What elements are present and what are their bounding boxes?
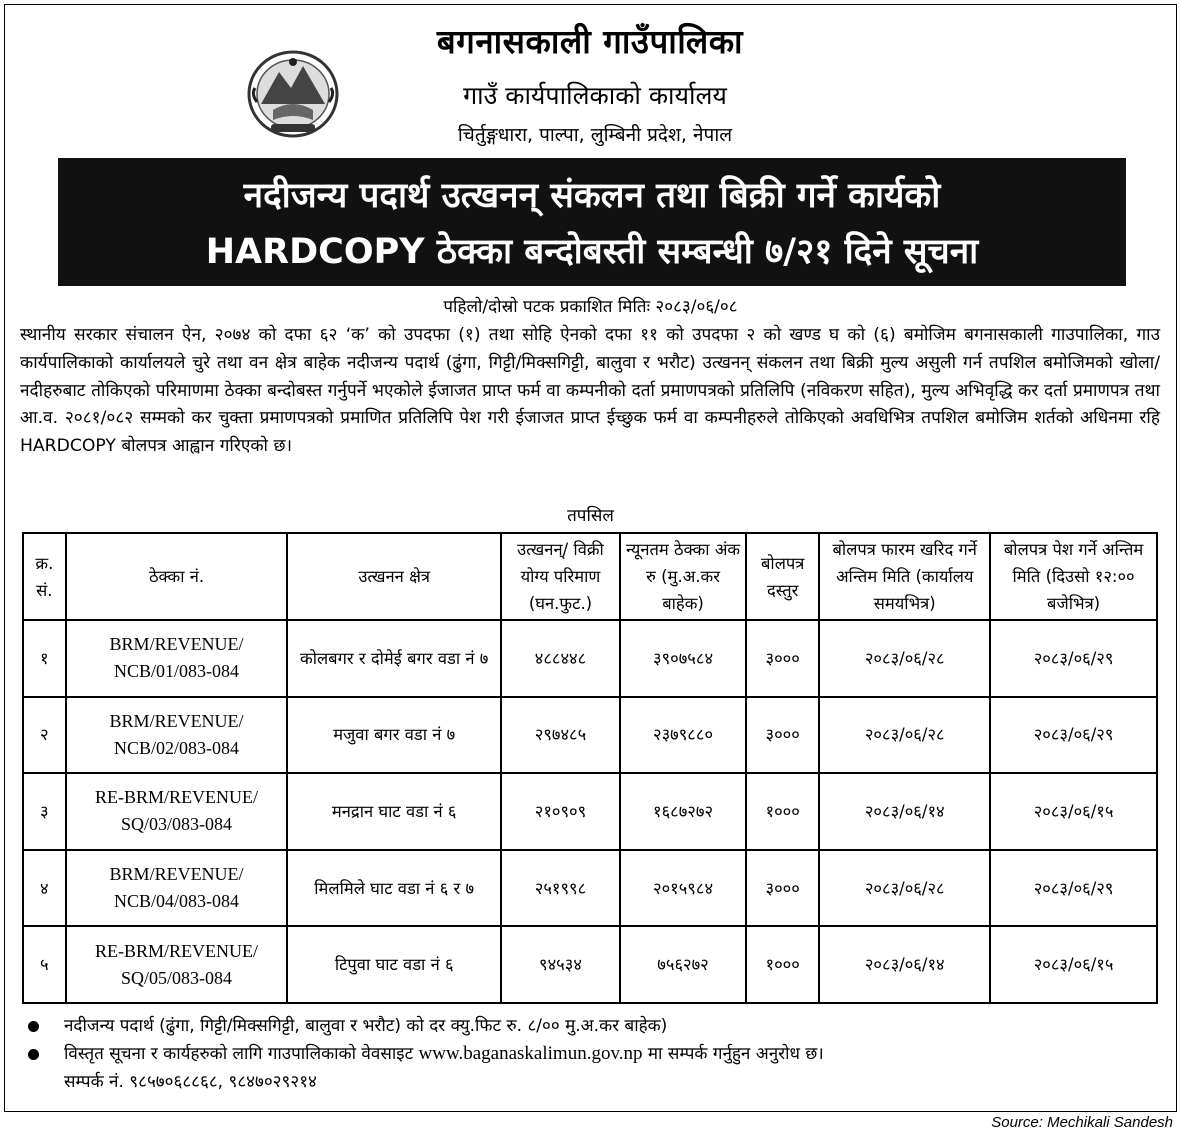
- cell-fee: ३०००: [746, 697, 819, 774]
- contract-no-part-2: NCB/04/083-084: [114, 891, 240, 912]
- note-website-text-after: मा सम्पर्क गर्नुहुन अनुरोध छ।: [647, 1044, 824, 1064]
- contract-no-part-2: SQ/05/083-084: [121, 967, 233, 988]
- cell-area: टिपुवा घाट वडा नं ६: [287, 926, 501, 1003]
- header-quantity: उत्खनन्/ विक्री योग्य परिमाण (घन.फुट.): [501, 533, 620, 620]
- cell-fee: १०००: [746, 773, 819, 850]
- notice-body: स्थानीय सरकार संचालन ऐन, २०७४ को दफा ६२ ‘क’ को उपदफा (१) तथा सोहि ऐनको दफा ११ को उपदफा २ को खण्ड घ को (६) बमोजिम बगनासकाली गाउपालिका, गाउ कार्यपालिकाको कार्यालयले चुरे तथा वन क्षेत्र बाहेक नदीजन्य पदार्थ (ढुंगा, गिट्टी/मिक्सगिट्टी, बालुवा र भरौट) उत्खनन् संकलन तथा बिक्री मुल्य असुली गर्न तपशिल बमोजिमको खोला/नदीहरुबाट तोकिएको परिमाणमा ठेक्का बन्दोबस्त गर्नुपर्ने भएकोले ईजाजत प्राप्त फर्म वा कम्पनीको दर्ता प्रमाणपत्रको प्रतिलिपि (नविकरण सहित), मुल्य अभिवृद्धि कर दर्ता प्रमाणपत्र तथा आ.व. २०८१/०८२ सम्मको कर चुक्ता प्रमाणपत्रको प्रमाणित प्रतिलिपि पेश गरी ईजाजत प्राप्त ईच्छुक फर्म वा कम्पनीहरुले तोकिएको अवधिभित्र तपशिल बमोजिम शर्तको अधिनमा रहि HARDCOPY बोलपत्र आह्वान गरिएको छ।: [20, 325, 1160, 457]
- cell-quantity: २१०९०९: [501, 773, 620, 850]
- organization-name: बगनासकाली गाउँपालिका: [436, 22, 744, 61]
- header-serial: क्र. सं.: [23, 533, 66, 620]
- cell-contract-no: [66, 773, 288, 850]
- cell-area: कोलबगर र दोमेई बगर वडा नं ७: [287, 620, 501, 697]
- cell-serial: २: [23, 697, 66, 774]
- note-website-text-before: विस्तृत सूचना र कार्यहरुको लागि गाउपालिकाको वेवसाइट: [64, 1044, 414, 1064]
- cell-area: मनद्रान घाट वडा नं ६: [287, 773, 501, 850]
- contract-no-part-1: BRM/REVENUE/: [109, 634, 244, 655]
- cell-area: मजुवा बगर वडा नं ७: [287, 697, 501, 774]
- cell-quantity: ९४५३४: [501, 926, 620, 1003]
- cell-quantity: २९७४८५: [501, 697, 620, 774]
- table-header-row: [23, 533, 1157, 620]
- cell-quantity: २५१९९८: [501, 850, 620, 927]
- cell-fee: ३०००: [746, 620, 819, 697]
- cell-quantity: ४८८४४८: [501, 620, 620, 697]
- cell-serial: १: [23, 620, 66, 697]
- table-row: [23, 926, 1157, 1003]
- cell-form-buy-date: २०८३/०६/२८: [819, 850, 990, 927]
- contract-no-part-1: RE-BRM/REVENUE/: [95, 940, 259, 961]
- notice-title-box: [58, 158, 1126, 286]
- header-min-amount: न्यूनतम ठेक्का अंक रु (मु.अ.कर बाहेक): [620, 533, 746, 620]
- cell-fee: १०००: [746, 926, 819, 1003]
- bullet-icon: [28, 1021, 39, 1032]
- notes-section: [28, 1012, 1158, 1096]
- cell-submit-date: २०८३/०६/२९: [990, 850, 1157, 927]
- cell-form-buy-date: २०८३/०६/२८: [819, 697, 990, 774]
- cell-min-amount: १६८७२७२: [620, 773, 746, 850]
- contract-no-part-2: SQ/03/083-084: [121, 814, 233, 835]
- cell-fee: ३०००: [746, 850, 819, 927]
- table-row: [23, 697, 1157, 774]
- cell-min-amount: ७५६२७२: [620, 926, 746, 1003]
- cell-form-buy-date: २०८३/०६/१४: [819, 773, 990, 850]
- cell-submit-date: २०८३/०६/२९: [990, 697, 1157, 774]
- cell-serial: ४: [23, 850, 66, 927]
- cell-min-amount: २३७९८८०: [620, 697, 746, 774]
- cell-form-buy-date: २०८३/०६/२८: [819, 620, 990, 697]
- cell-area: मिलमिले घाट वडा नं ६ र ७: [287, 850, 501, 927]
- website-link[interactable]: www.baganaskalimun.gov.np: [418, 1043, 643, 1064]
- contract-no-part-1: BRM/REVENUE/: [109, 864, 244, 885]
- header-fee: बोलपत्र दस्तुर: [746, 533, 819, 620]
- note-item: [28, 1040, 1158, 1068]
- table-row: [23, 620, 1157, 697]
- contract-no-part-1: BRM/REVENUE/: [109, 710, 244, 731]
- cell-min-amount: ३९०७५८४: [620, 620, 746, 697]
- note-rate-text: नदीजन्य पदार्थ (ढुंगा, गिट्टी/मिक्सगिट्टी, बालुवा र भरौट) को दर क्यु.फिट रु. ८/०० मु.अ.कर बाहेक): [64, 1016, 668, 1036]
- bullet-icon: [28, 1049, 39, 1060]
- cell-submit-date: २०८३/०६/२९: [990, 620, 1157, 697]
- cell-serial: ५: [23, 926, 66, 1003]
- office-name: गाउँ कार्यपालिकाको कार्यालय: [463, 81, 727, 110]
- contract-no-part-1: RE-BRM/REVENUE/: [95, 787, 259, 808]
- note-item: [28, 1012, 1158, 1040]
- schedule-title: तपसिल: [567, 506, 614, 526]
- header-area: उत्खनन क्षेत्र: [287, 533, 501, 620]
- notice-title-line-1: नदीजन्य पदार्थ उत्खनन् संकलन तथा बिक्री गर्ने कार्यको: [243, 176, 941, 216]
- cell-serial: ३: [23, 773, 66, 850]
- cell-contract-no: [66, 850, 288, 927]
- tender-table: [22, 532, 1158, 1004]
- cell-contract-no: [66, 697, 288, 774]
- table-row: [23, 773, 1157, 850]
- cell-submit-date: २०८३/०६/१५: [990, 773, 1157, 850]
- source-credit: Source: Mechikali Sandesh: [991, 1114, 1173, 1131]
- cell-form-buy-date: २०८३/०६/१४: [819, 926, 990, 1003]
- contract-no-part-2: NCB/01/083-084: [114, 661, 240, 682]
- cell-min-amount: २०१५९८४: [620, 850, 746, 927]
- table-row: [23, 850, 1157, 927]
- publication-date: पहिलो/दोस्रो पटक प्रकाशित मितिः २०८३/०६/०८: [443, 297, 738, 317]
- contract-no-part-2: NCB/02/083-084: [114, 737, 240, 758]
- header-submit-date: बोलपत्र पेश गर्ने अन्तिम मिति (दिउसो १२:०० बजेभित्र): [990, 533, 1157, 620]
- office-address: चिर्तुङ्गधारा, पाल्पा, लुम्बिनी प्रदेश, नेपाल: [457, 124, 733, 146]
- cell-contract-no: [66, 620, 288, 697]
- contact-numbers: सम्पर्क नं. ९८५७०६८८६८, ९८४७०२९२१४: [64, 1072, 317, 1092]
- cell-contract-no: [66, 926, 288, 1003]
- header: [0, 8, 1181, 153]
- header-contract-no: ठेक्का नं.: [66, 533, 288, 620]
- cell-submit-date: २०८३/०६/१५: [990, 926, 1157, 1003]
- header-form-buy-date: बोलपत्र फारम खरिद गर्ने अन्तिम मिति (कार्यालय समयभित्र): [819, 533, 990, 620]
- notice-title-line-2: HARDCOPY ठेक्का बन्दोबस्ती सम्बन्धी ७/२१ दिने सूचना: [205, 232, 979, 272]
